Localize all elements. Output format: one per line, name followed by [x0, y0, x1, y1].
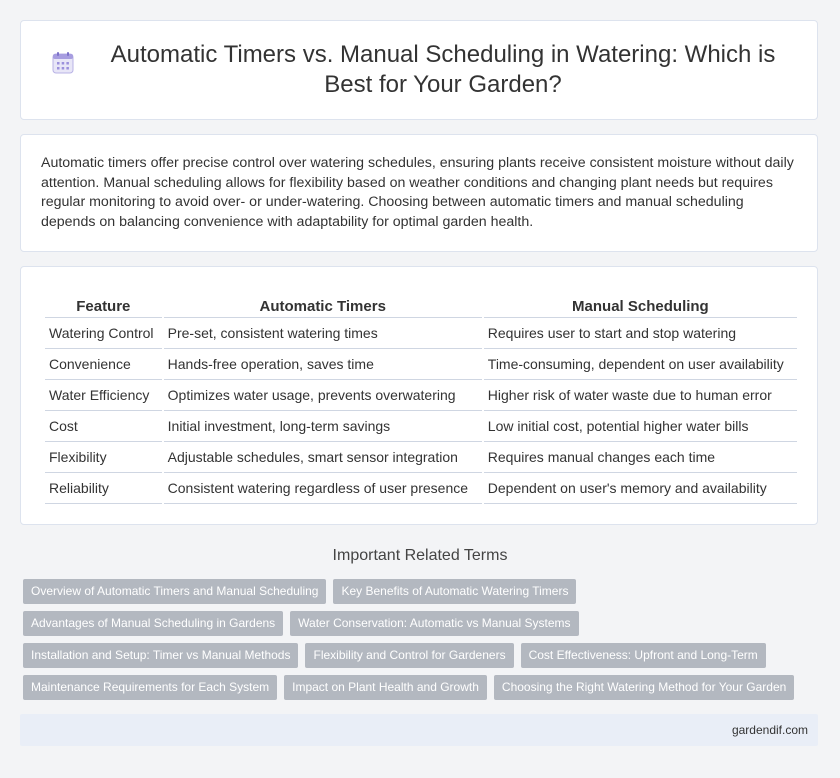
related-term-tag[interactable]: Installation and Setup: Timer vs Manual Methods — [23, 643, 298, 668]
column-header-automatic: Automatic Timers — [164, 295, 482, 318]
table-cell: Cost — [45, 411, 162, 442]
table-cell: Requires manual changes each time — [484, 442, 797, 473]
table-cell: Consistent watering regardless of user presence — [164, 473, 482, 504]
page-title: Automatic Timers vs. Manual Scheduling in Watering: Which is Best for Your Garden? — [110, 41, 776, 98]
table-header-row — [45, 295, 797, 318]
related-terms-title: Important Related Terms — [332, 547, 508, 564]
table-cell: Low initial cost, potential higher water bills — [484, 411, 797, 442]
table-row — [45, 349, 797, 380]
table-cell: Reliability — [45, 473, 162, 504]
related-term-tag[interactable]: Overview of Automatic Timers and Manual Scheduling — [23, 579, 326, 604]
related-terms-list — [23, 579, 823, 707]
table-cell: Pre-set, consistent watering times — [164, 318, 482, 349]
related-term-tag[interactable]: Advantages of Manual Scheduling in Gardens — [23, 611, 283, 636]
intro-card — [20, 134, 818, 252]
comparison-table — [43, 295, 799, 504]
table-row — [45, 380, 797, 411]
table-row — [45, 411, 797, 442]
table-cell: Flexibility — [45, 442, 162, 473]
table-cell: Time-consuming, dependent on user availability — [484, 349, 797, 380]
tag-row — [23, 643, 823, 668]
tag-row — [23, 675, 823, 700]
intro-paragraph: Automatic timers offer precise control over watering schedules, ensuring plants receive consistent moisture without daily attention. Manual scheduling allows for flexibility based on weather conditions and changing plant needs but requires regular monitoring to avoid over- or under-watering. Choosing between automatic timers and manual scheduling depends on balancing convenience with adaptability for optimal garden health. — [41, 155, 794, 230]
table-cell: Watering Control — [45, 318, 162, 349]
table-cell: Initial investment, long-term savings — [164, 411, 482, 442]
calendar-icon — [51, 51, 75, 75]
table-row — [45, 442, 797, 473]
column-header-manual: Manual Scheduling — [484, 295, 797, 318]
table-cell: Hands-free operation, saves time — [164, 349, 482, 380]
table-cell: Requires user to start and stop watering — [484, 318, 797, 349]
comparison-card — [20, 266, 818, 525]
table-cell: Convenience — [45, 349, 162, 380]
related-term-tag[interactable]: Choosing the Right Watering Method for Your Garden — [494, 675, 794, 700]
table-cell: Optimizes water usage, prevents overwatering — [164, 380, 482, 411]
tag-row — [23, 611, 823, 636]
site-brand[interactable]: gardendif.com — [731, 723, 808, 737]
table-cell: Water Efficiency — [45, 380, 162, 411]
related-term-tag[interactable]: Cost Effectiveness: Upfront and Long-Term — [521, 643, 766, 668]
table-row — [45, 318, 797, 349]
related-term-tag[interactable]: Flexibility and Control for Gardeners — [305, 643, 513, 668]
table-cell: Adjustable schedules, smart sensor integration — [164, 442, 482, 473]
tag-row — [23, 579, 823, 604]
header-card — [20, 20, 818, 120]
related-term-tag[interactable]: Impact on Plant Health and Growth — [284, 675, 487, 700]
related-term-tag[interactable]: Water Conservation: Automatic vs Manual Systems — [290, 611, 578, 636]
table-cell: Dependent on user's memory and availability — [484, 473, 797, 504]
related-term-tag[interactable]: Maintenance Requirements for Each System — [23, 675, 277, 700]
related-term-tag[interactable]: Key Benefits of Automatic Watering Timers — [333, 579, 576, 604]
table-cell: Higher risk of water waste due to human error — [484, 380, 797, 411]
column-header-feature: Feature — [45, 295, 162, 318]
table-row — [45, 473, 797, 504]
footer-bar — [20, 714, 818, 746]
